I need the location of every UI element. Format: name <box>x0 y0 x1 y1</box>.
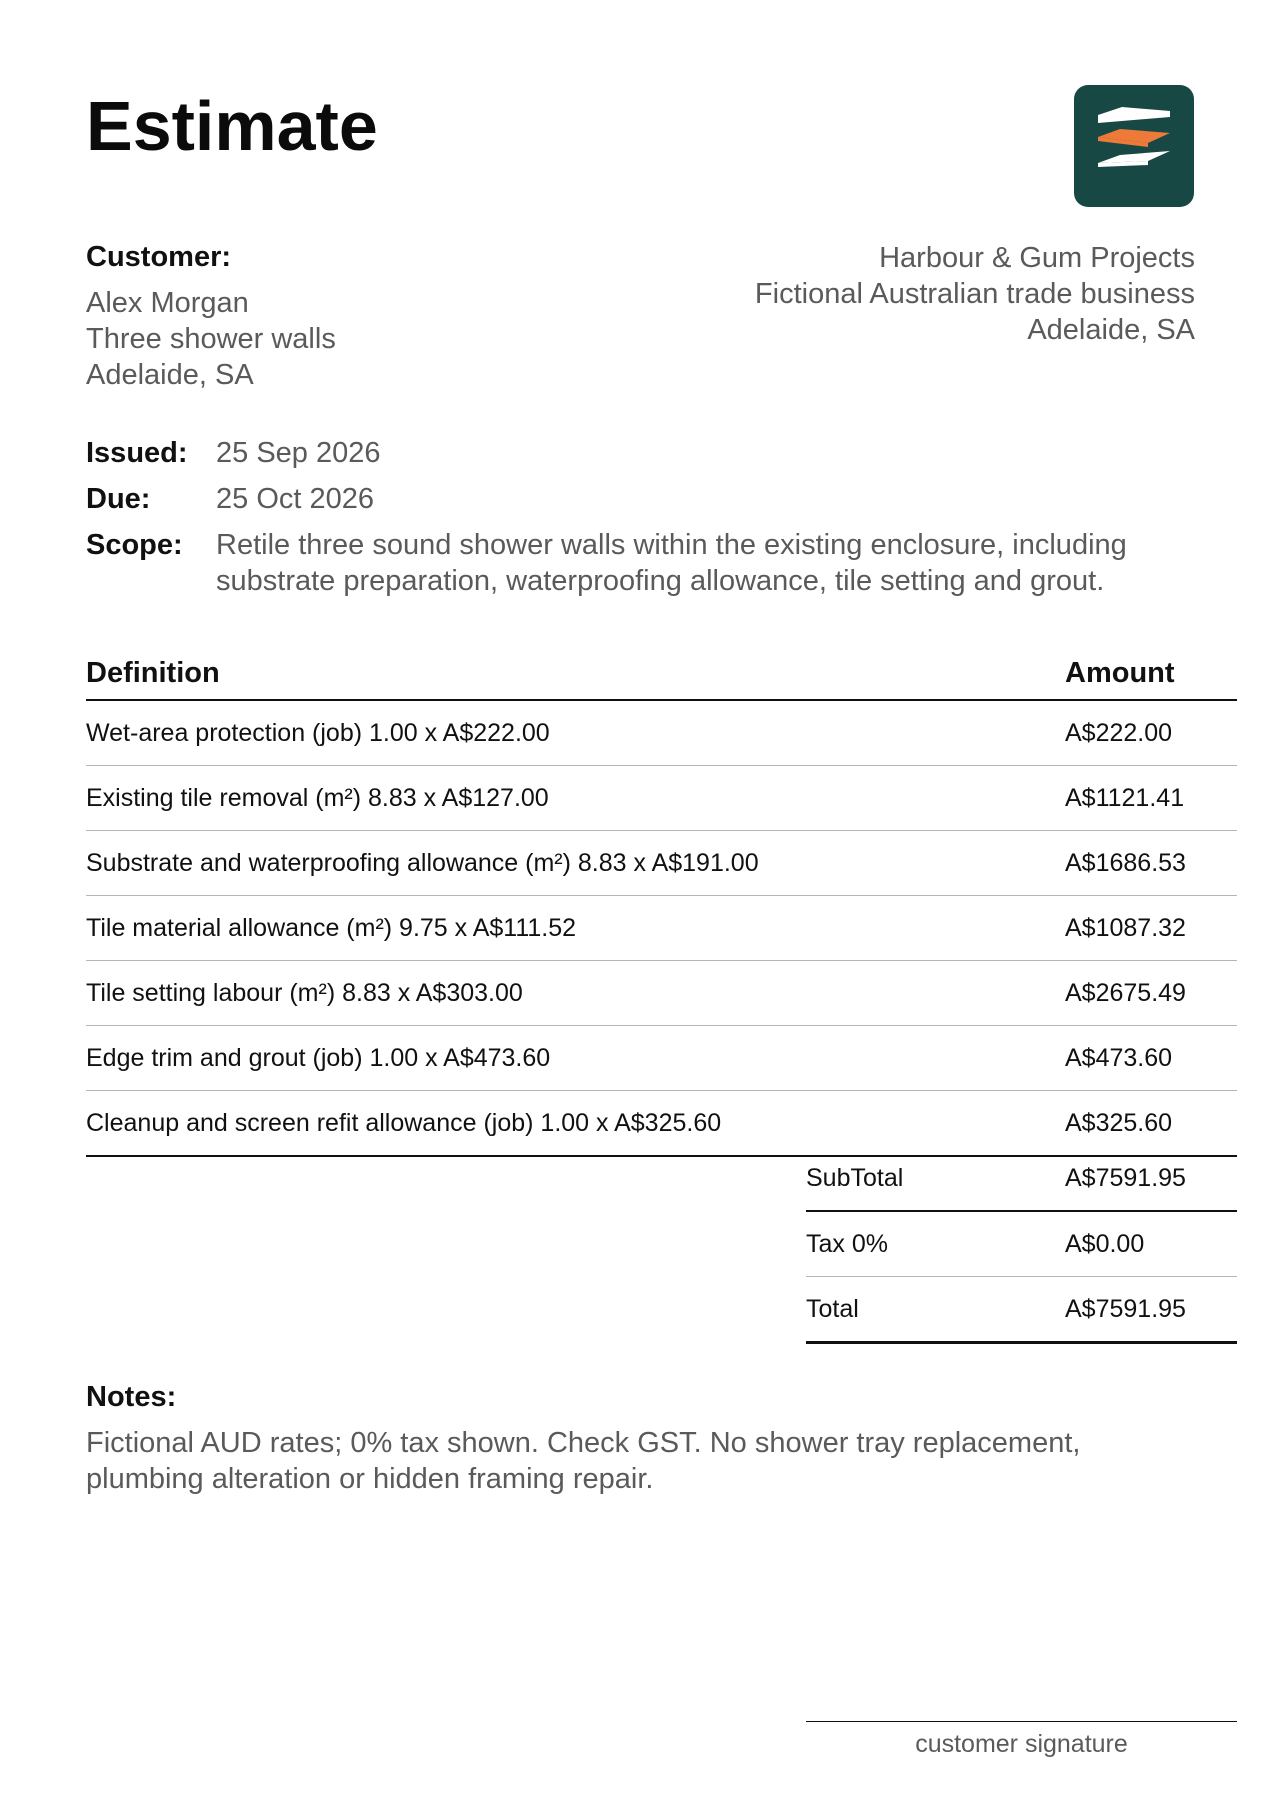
line-item-definition: Edge trim and grout (job) 1.00 x A$473.60 <box>86 1043 551 1072</box>
definition-header: Definition <box>86 657 220 689</box>
customer-job: Three shower walls <box>86 323 336 355</box>
issued-date: 25 Sep 2026 <box>216 437 381 469</box>
line-item-amount: A$2675.49 <box>1065 978 1186 1007</box>
line-items-table <box>86 655 1237 1157</box>
scope-label: Scope: <box>86 529 183 561</box>
table-body <box>86 701 1237 1157</box>
table-row <box>86 1026 1237 1091</box>
layered-stripes-logo-icon <box>1074 85 1194 207</box>
scope-text: Retile three sound shower walls within the existing enclosure, including substrate preparation, waterproofing allowance, tile setting and grout. <box>216 529 1127 597</box>
tax-value: A$0.00 <box>1065 1229 1145 1258</box>
due-label: Due: <box>86 483 151 515</box>
line-item-definition: Cleanup and screen refit allowance (job) 1.00 x A$325.60 <box>86 1108 722 1137</box>
subtotal-row <box>806 1146 1237 1212</box>
scope-row <box>86 527 1216 599</box>
issued-label: Issued: <box>86 437 188 469</box>
total-value: A$7591.95 <box>1065 1294 1186 1323</box>
line-item-amount: A$1121.41 <box>1065 783 1185 812</box>
customer-label: Customer: <box>86 241 232 273</box>
line-item-definition: Wet-area protection (job) 1.00 x A$222.00 <box>86 718 550 747</box>
line-item-amount: A$1087.32 <box>1065 913 1186 942</box>
line-item-amount: A$1686.53 <box>1065 848 1186 877</box>
notes-label: Notes: <box>86 1381 177 1413</box>
subtotal-label: SubTotal <box>806 1163 904 1192</box>
subtotal-value: A$7591.95 <box>1065 1163 1186 1192</box>
customer-details <box>86 285 336 393</box>
amount-header: Amount <box>1065 657 1175 689</box>
total-row <box>806 1277 1237 1344</box>
line-item-amount: A$325.60 <box>1065 1108 1173 1137</box>
due-date: 25 Oct 2026 <box>216 483 374 515</box>
table-row <box>86 766 1237 831</box>
table-header <box>86 655 1237 701</box>
table-row <box>86 701 1237 766</box>
due-row <box>86 481 1216 517</box>
table-row <box>86 961 1237 1026</box>
business-details <box>755 240 1195 348</box>
business-location: Adelaide, SA <box>1027 314 1195 346</box>
line-item-amount: A$473.60 <box>1065 1043 1173 1072</box>
business-description: Fictional Australian trade business <box>754 278 1195 310</box>
customer-location: Adelaide, SA <box>86 359 254 391</box>
document-title: Estimate <box>86 87 378 165</box>
line-item-definition: Existing tile removal (m²) 8.83 x A$127.00 <box>86 783 549 812</box>
line-item-definition: Tile setting labour (m²) 8.83 x A$303.00 <box>86 978 523 1007</box>
totals-block <box>806 1146 1237 1344</box>
signature-line <box>806 1721 1237 1722</box>
estimate-meta <box>86 435 1216 609</box>
table-row <box>86 831 1237 896</box>
tax-row <box>806 1212 1237 1277</box>
table-row <box>86 896 1237 961</box>
notes-text: Fictional AUD rates; 0% tax shown. Check GST. No shower tray replacement, plumbing alteration or hidden framing repair. <box>86 1427 1081 1495</box>
business-name: Harbour & Gum Projects <box>879 242 1195 274</box>
total-label: Total <box>806 1294 859 1323</box>
issued-row <box>86 435 1216 471</box>
customer-name: Alex Morgan <box>86 287 249 319</box>
line-item-definition: Tile material allowance (m²) 9.75 x A$111.52 <box>86 913 577 942</box>
signature-label: customer signature <box>915 1730 1128 1758</box>
line-item-definition: Substrate and waterproofing allowance (m²) 8.83 x A$191.00 <box>86 848 759 877</box>
line-item-amount: A$222.00 <box>1065 718 1173 747</box>
tax-label: Tax 0% <box>806 1229 888 1258</box>
